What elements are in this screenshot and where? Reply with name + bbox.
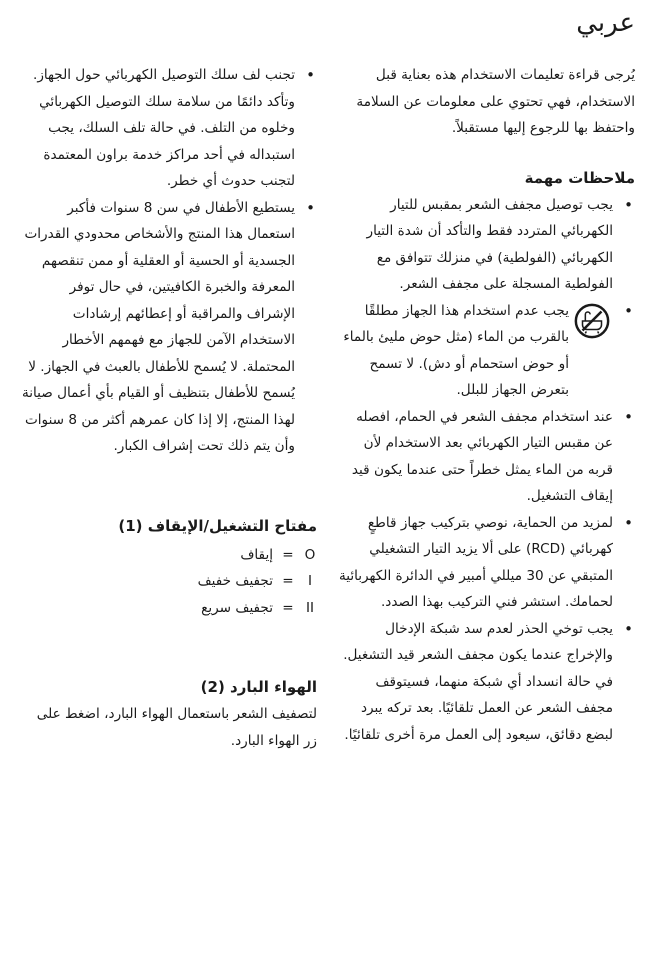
notes-list bbox=[337, 192, 635, 749]
cool-air-text: لتصفيف الشعر باستعمال الهواء البارد، اضغط على زر الهواء البارد. bbox=[36, 706, 317, 749]
equals-sign: = bbox=[282, 573, 294, 589]
cool-air-heading: الهواء البارد (2) bbox=[200, 678, 317, 696]
list-item bbox=[337, 298, 635, 404]
language-title: عربي bbox=[576, 8, 635, 38]
switch-legend bbox=[21, 542, 317, 622]
switch-label: إيقاف bbox=[240, 546, 273, 563]
switch-label: تجفيف خفيف bbox=[197, 573, 273, 589]
equals-sign: = bbox=[282, 599, 294, 616]
switch-symbol: O bbox=[304, 546, 316, 563]
switch-heading: مفتاح التشغيل/الإيقاف (1) bbox=[118, 516, 317, 535]
switch-row bbox=[21, 595, 317, 622]
no-bathtub-icon bbox=[573, 302, 611, 340]
list-item: • لمزيد من الحماية، نوصي بتركيب جهاز قاطعٍ كهربائي (RCD) على ألا يزيد التيار التشغيلي المتبقي عن 30 ميللي أمبير في الدائرة الكهربائية لحمامك. استشر فني التركيب بهذا الصدد. bbox=[337, 510, 635, 616]
right-column bbox=[337, 62, 635, 748]
switch-label: تجفيف سريع bbox=[201, 599, 273, 616]
notes-heading: ملاحظات مهمة bbox=[524, 168, 635, 187]
intro-paragraph: يُرجى قراءة تعليمات الاستخدام هذه بعناية قبل الاستخدام، فهي تحتوي على معلومات عن السلامة واحتفظ بها للرجوع إليها مستقبلاً. bbox=[356, 67, 635, 136]
switch-row bbox=[21, 568, 317, 595]
list-item-text: يجب عدم استخدام هذا الجهاز مطلقًا بالقرب من الماء (مثل حوض مليئ بالماء أو حوض استحمام أو دش). لا تسمح بتعرض الجهاز للبلل. bbox=[343, 302, 569, 398]
switch-symbol: II bbox=[305, 599, 315, 616]
list-item: • تجنب لف سلك التوصيل الكهربائي حول الجهاز. وتأكد دائمًا من سلامة سلك التوصيل الكهربائي وخلوه من التلف. في حالة تلف السلك، يجب استبداله في أحد مراكز خدمة براون المعتمدة لتجنب حدوث أي خطر. bbox=[21, 62, 317, 195]
switch-symbol: I bbox=[307, 573, 312, 589]
list-item: • يستطيع الأطفال في سن 8 سنوات فأكبر استعمال هذا المنتج والأشخاص محدودي القدرات الجسدية أو الحسية أو العقلية أو ممن تنقصهم المعرفة والخبرة الكافيتين، في حال توفر الإشراف والمراقبة أو إعطائهم إرشادات الاستخدام الآمن للجهاز مع فهمهم الأخطار المحتملة. لا يُسمح للأطفال بالعبث في الجهاز. لا يُسمح للأطفال بتنظيف أو القيام بأي أعمال صيانة لهذا المنتج، إلا إذا كان عمرهم أكثر من 8 سنوات وأن يتم ذلك تحت إشراف الكبار. bbox=[21, 195, 317, 460]
list-item: • يجب توصيل مجفف الشعر بمقبس للتيار الكهربائي المتردد فقط والتأكد أن شدة التيار الكهربائي (الفولطية) في منزلك تتوافق مع الفولطية المسجلة على مجفف الشعر. bbox=[337, 192, 635, 298]
list-item: • يجب توخي الحذر لعدم سد شبكة الإدخال والإخراج عندما يكون مجفف الشعر قيد التشغيل. في حالة انسداد أي شبكة منهما، فسيتوقف مجفف الشعر عن العمل تلقائيًا. بعد تركه يبرد لبضع دقائق، سيعود إلى العمل مرة أخرى تلقائيًا. bbox=[337, 616, 635, 749]
list-item: • عند استخدام مجفف الشعر في الحمام، افصله عن مقبس التيار الكهربائي بعد الاستخدام لأن قربه من الماء يمثل خطراً حتى عندما يكون قيد إيقاف التشغيل. bbox=[337, 404, 635, 510]
safety-list bbox=[21, 62, 317, 460]
switch-row bbox=[21, 542, 317, 569]
left-column bbox=[21, 62, 317, 754]
equals-sign: = bbox=[282, 546, 294, 563]
